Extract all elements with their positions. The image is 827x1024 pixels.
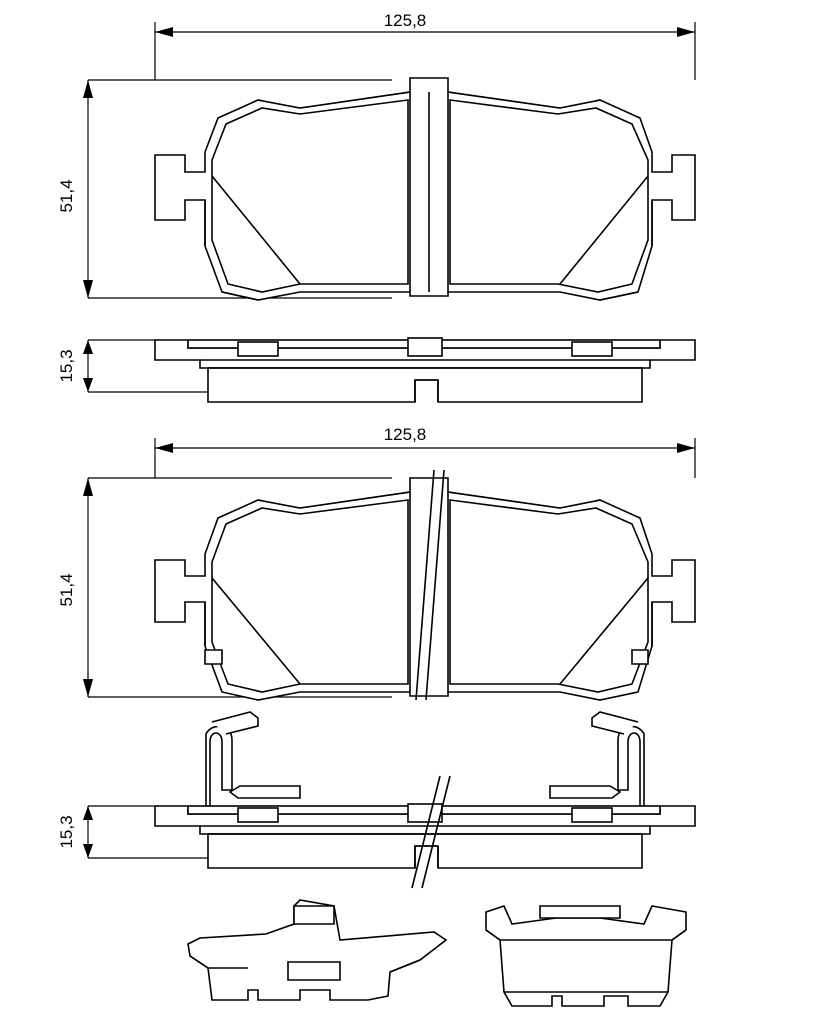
dim-width-top xyxy=(155,22,695,80)
dim-label-thickness-top: 15,3 xyxy=(57,349,76,383)
upper-pad-front-view xyxy=(155,78,695,300)
dim-label-width-bottom: 125,8 xyxy=(383,425,427,444)
dim-width-bottom xyxy=(155,438,695,478)
lower-pad-side-view-with-clips xyxy=(155,712,695,888)
upper-pad-side-view xyxy=(155,338,695,402)
dim-label-width-top: 125,8 xyxy=(383,11,427,30)
lower-pad-front-view xyxy=(155,470,695,700)
dim-label-height-top: 51,4 xyxy=(57,179,76,213)
shim-plate-left xyxy=(188,900,446,1000)
dim-label-height-bottom: 51,4 xyxy=(57,573,76,607)
shim-plate-right xyxy=(486,906,686,1006)
dim-label-thickness-bottom: 15,3 xyxy=(57,815,76,849)
